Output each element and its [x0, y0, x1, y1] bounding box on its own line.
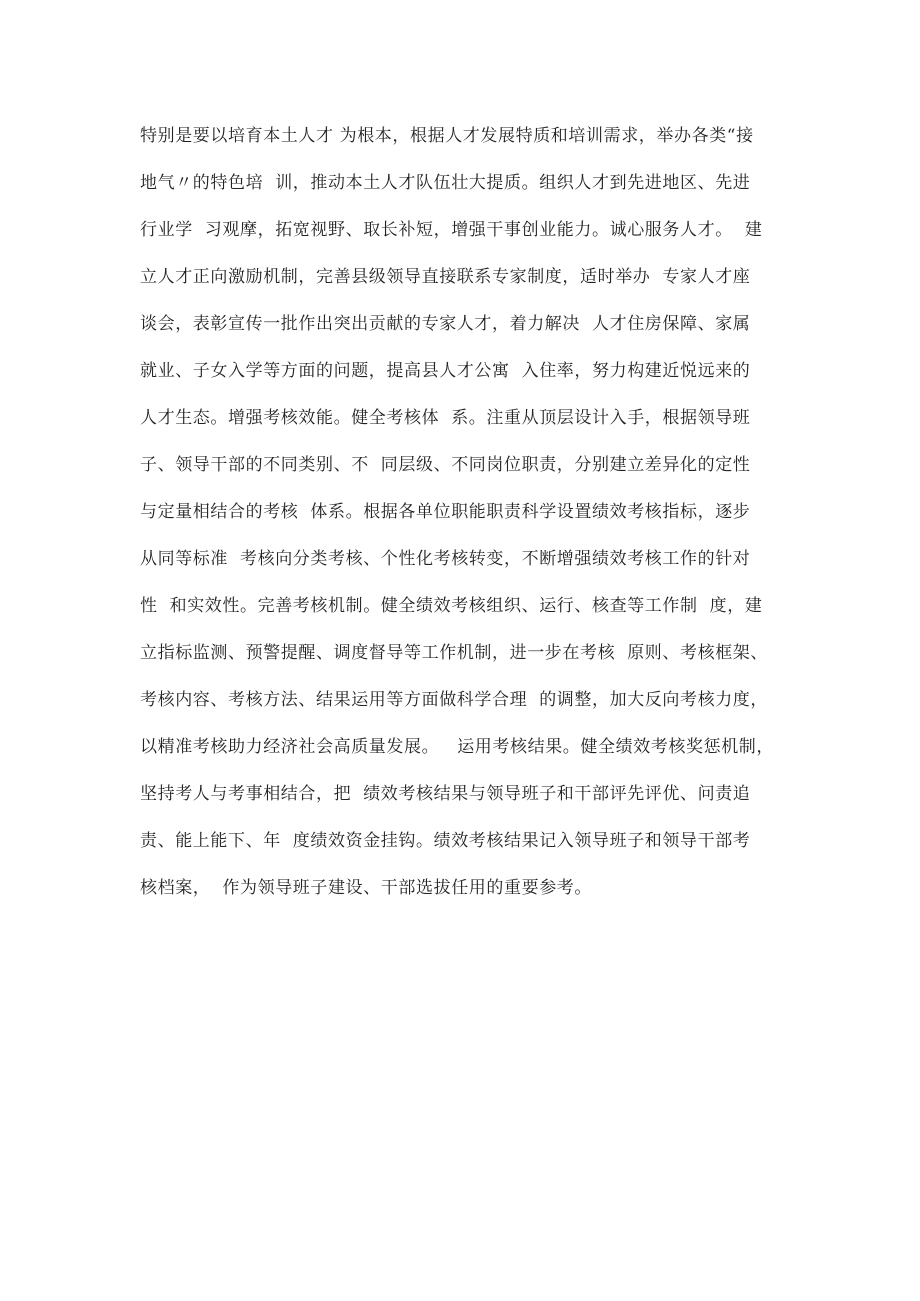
text-line-16: 责、能上能下、年 度绩效资金挂钩。绩效考核结果记入领导班子和领导干部考	[140, 831, 751, 851]
body-paragraph	[140, 122, 800, 921]
text-line-14: 以精准考核助力经济社会高质量发展。 运用考核结果。健全绩效考核奖惩机制，	[140, 737, 775, 757]
text-line-4: 立人才正向激励机制，完善县级领导直接联系专家制度，适时举办 专家人才座	[140, 267, 751, 287]
text-line-7: 人才生态。增强考核效能。健全考核体 系。注重从顶层设计入手，根据领导班	[140, 408, 751, 428]
text-line-11: 性 和实效性。完善考核机制。健全绩效考核组织、运行、核查等工作制 度，建	[140, 596, 763, 616]
text-line-5: 谈会，表彰宣传一批作出突出贡献的专家人才，着力解决 人才住房保障、家属	[140, 314, 751, 334]
text-line-13: 考核内容、考核方法、结果运用等方面做科学合理 的调整，加大反向考核力度，	[140, 690, 769, 710]
text-line-12: 立指标监测、预警提醒、调度督导等工作机制，进一步在考核 原则、考核框架、	[140, 643, 769, 663]
text-line-2: 地气〃的特色培 训，推动本土人才队伍壮大提质。组织人才到先进地区、先进	[140, 173, 751, 193]
text-line-9: 与定量相结合的考核 体系。根据各单位职能职责科学设置绩效考核指标，逐步	[140, 502, 751, 522]
text-line-8: 子、领导干部的不同类别、不 同层级、不同岗位职责，分别建立差异化的定性	[140, 455, 751, 475]
text-line-10: 从同等标准 考核向分类考核、个性化考核转变，不断增强绩效考核工作的针对	[140, 549, 751, 569]
text-line-6: 就业、子女入学等方面的问题，提高县人才公寓 入住率，努力构建近悦远来的	[140, 361, 751, 381]
text-line-3: 行业学 习观摩，拓宽视野、取长补短，增强干事创业能力。诚心服务人才。 建	[140, 220, 763, 240]
text-line-1: 特别是要以培育本土人才 为根本，根据人才发展特质和培训需求，举办各类“接	[140, 126, 754, 146]
text-line-17: 核档案， 作为领导班子建设、干部选拔任用的重要参考。	[140, 878, 593, 898]
text-line-15: 坚持考人与考事相结合，把 绩效考核结果与领导班子和干部评先评优、问责追	[140, 784, 751, 804]
